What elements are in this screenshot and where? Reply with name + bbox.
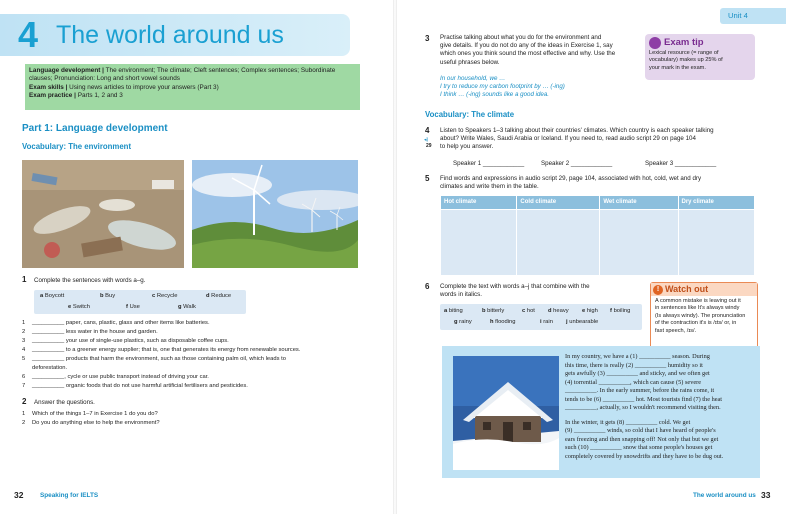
q2-instruction: Answer the questions. (34, 399, 95, 406)
exam-tip-text: Lexical resource (= range of vocabulary) makes up 25% of your mark in the exam. (649, 50, 723, 71)
word-option-g: g Walk (178, 304, 196, 310)
q4-number: 4 (425, 126, 430, 135)
q3-text: Practise talking about what you do for the environment and give details. If you do not do any of the ideas in Exercise 1, say which ones you think sound the most effective and why. Use the useful phrases below. (440, 34, 616, 66)
q2-question: 2 Do you do anything else to help the environment? (22, 420, 160, 426)
word-option-e: e high (582, 308, 598, 314)
audio-icon[interactable]: ◂) (424, 137, 429, 143)
plastic-waste-photo (22, 160, 184, 268)
watch-out-title: Watch out (651, 283, 757, 296)
table-header-dry: Dry climate (678, 196, 755, 210)
word-option-i: i rain (540, 319, 553, 325)
exam-skills-text: Using news articles to improve your answers (Part 3) (69, 83, 219, 91)
right-page (395, 0, 790, 514)
q1-sentence: 3 __________ your use of single-use plastics, such as disposable coffee cups. (22, 338, 229, 344)
exam-tip-box (645, 34, 755, 80)
climate-passage: In my country, we have a (1) __________ season. During this time, there is really (2) __________ humidity so it gets awfully (3) __________ and sticky, and we often get (4) torrential __________, which can cause (5) severe __________. In the early summer, before the rains come, it tends to be (6) __________ hot. Most tourists find (7) the heat __________, actually, so I wouldn't recommend visiting then. In the winter, it gets (8) __________ cold. We get (9) __________ winds, so cold that I have heard of people's ears freezing and then snapping off! Not only that but we get such (10) __________ snow that some people's houses get completely covered by snowdrifts and they have to be dug out. (565, 353, 724, 460)
word-option-f: f Use (126, 304, 140, 310)
vocab-heading-environment: Vocabulary: The environment (22, 142, 132, 151)
exam-tip-icon (649, 37, 661, 49)
part-heading: Part 1: Language development (22, 123, 168, 134)
table-cell-hot[interactable] (441, 210, 517, 276)
table-cell-cold[interactable] (517, 210, 600, 276)
exam-skills-label: Exam skills | (29, 83, 68, 91)
word-option-b: b Buy (100, 293, 116, 299)
exam-tip-title: Exam tip (664, 37, 704, 48)
exam-practice-text: Parts 1, 2 and 3 (77, 91, 123, 99)
q1-instruction: Complete the sentences with words a–g. (34, 277, 146, 284)
q3-number: 3 (425, 34, 430, 43)
q1-sentence: 4 __________ to a greener energy supplier; that is, one that generates its energy from renewable sources. (22, 347, 301, 353)
q2-question: 1 Which of the things 1–7 in Exercise 1 do you do? (22, 411, 158, 417)
q1-sentence: 2 __________ less water in the house and garden. (22, 329, 158, 335)
q6-number: 6 (425, 282, 430, 291)
q5-number: 5 (425, 174, 430, 183)
q1-sentence: 1 __________ paper, cans, plastic, glass and other items like batteries. (22, 320, 210, 326)
climate-table (440, 195, 755, 276)
speaker-1-blank[interactable]: Speaker 1 ____________ (453, 160, 525, 167)
chapter-number: 4 (18, 14, 39, 55)
table-header-cold: Cold climate (517, 196, 600, 210)
vocab-heading-climate: Vocabulary: The climate (425, 110, 515, 119)
q3-useful-phrases: In our household, we … I try to reduce my carbon footprint by … (-ing) I think … (-ing) sounds like a good idea. (440, 75, 565, 99)
lang-dev-text: The environment; The climate; Cleft sentences; Complex sentences; Subordinate clauses; Pronunciation: Long and short vowel sounds (29, 67, 336, 83)
snowy-house-photo (453, 356, 559, 470)
unit-tab: Unit 4 (720, 8, 786, 24)
q1-number: 1 (22, 275, 27, 284)
q1-sentence: 5 __________ products that harm the environment, such as those containing palm oil, which leads to (22, 356, 286, 362)
watch-out-text: A common mistake is leaving out it in sentences like It's always windy (Is always windy). The pronunciation of the contraction it's is /ɪts/ or, in fast speech, /ɪs/. (655, 298, 746, 334)
q6-text: Complete the text with words a–j that combine with the words in italics. (440, 283, 590, 299)
word-option-c: c Recycle (152, 293, 178, 299)
table-cell-dry[interactable] (678, 210, 755, 276)
table-cell-wet[interactable] (600, 210, 678, 276)
word-option-h: h flooding (490, 319, 516, 325)
word-option-a: a biting (444, 308, 463, 314)
audio-track-number: 29 (426, 143, 432, 149)
chapter-title: The world around us (56, 21, 284, 49)
word-option-a: a Boycott (40, 293, 65, 299)
q1-sentence: 6 __________, cycle or use public transport instead of driving your car. (22, 374, 209, 380)
table-header-wet: Wet climate (600, 196, 678, 210)
exam-practice-label: Exam practice | (29, 91, 76, 99)
speaker-3-blank[interactable]: Speaker 3 ____________ (645, 160, 717, 167)
page-number-left: 32 (14, 490, 24, 500)
q1-sentence: deforestation. (32, 365, 68, 371)
q2-number: 2 (22, 397, 27, 406)
book-title-footer: Speaking for IELTS (40, 492, 99, 499)
chapter-title-footer: The world around us (693, 492, 756, 499)
q6-word-box (440, 304, 642, 330)
word-option-c: c hot (522, 308, 535, 314)
table-header-hot: Hot climate (441, 196, 517, 210)
q1-word-box (34, 290, 246, 314)
page-number-right: 33 (761, 490, 771, 500)
warning-icon: ! (653, 285, 663, 295)
word-option-e: e Switch (68, 304, 90, 310)
word-option-f: f boiling (610, 308, 631, 314)
word-option-g: g rainy (454, 319, 472, 325)
word-option-b: b bitterly (482, 308, 505, 314)
q4-text: Listen to Speakers 1–3 talking about their countries' climates. Which country is each speaker talking about? Write Wales, Saudi Arabia or Iceland. If you need to, read audio script 29 on page 104 to help you answer. (440, 127, 714, 151)
lang-dev-label: Language development | (29, 67, 104, 74)
q1-sentence: 7 __________ organic foods that do not use harmful artificial fertilisers and pesticides. (22, 383, 248, 389)
word-option-d: d heavy (548, 308, 569, 314)
chapter-overview-box (25, 64, 360, 110)
speaker-2-blank[interactable]: Speaker 2 ____________ (541, 160, 613, 167)
word-option-d: d Reduce (206, 293, 232, 299)
q5-text: Find words and expressions in audio script 29, page 104, associated with hot, cold, wet and dry climates and write them in the table. (440, 175, 702, 191)
wind-turbines-photo (192, 160, 358, 268)
word-option-j: j unbearable (566, 319, 599, 325)
